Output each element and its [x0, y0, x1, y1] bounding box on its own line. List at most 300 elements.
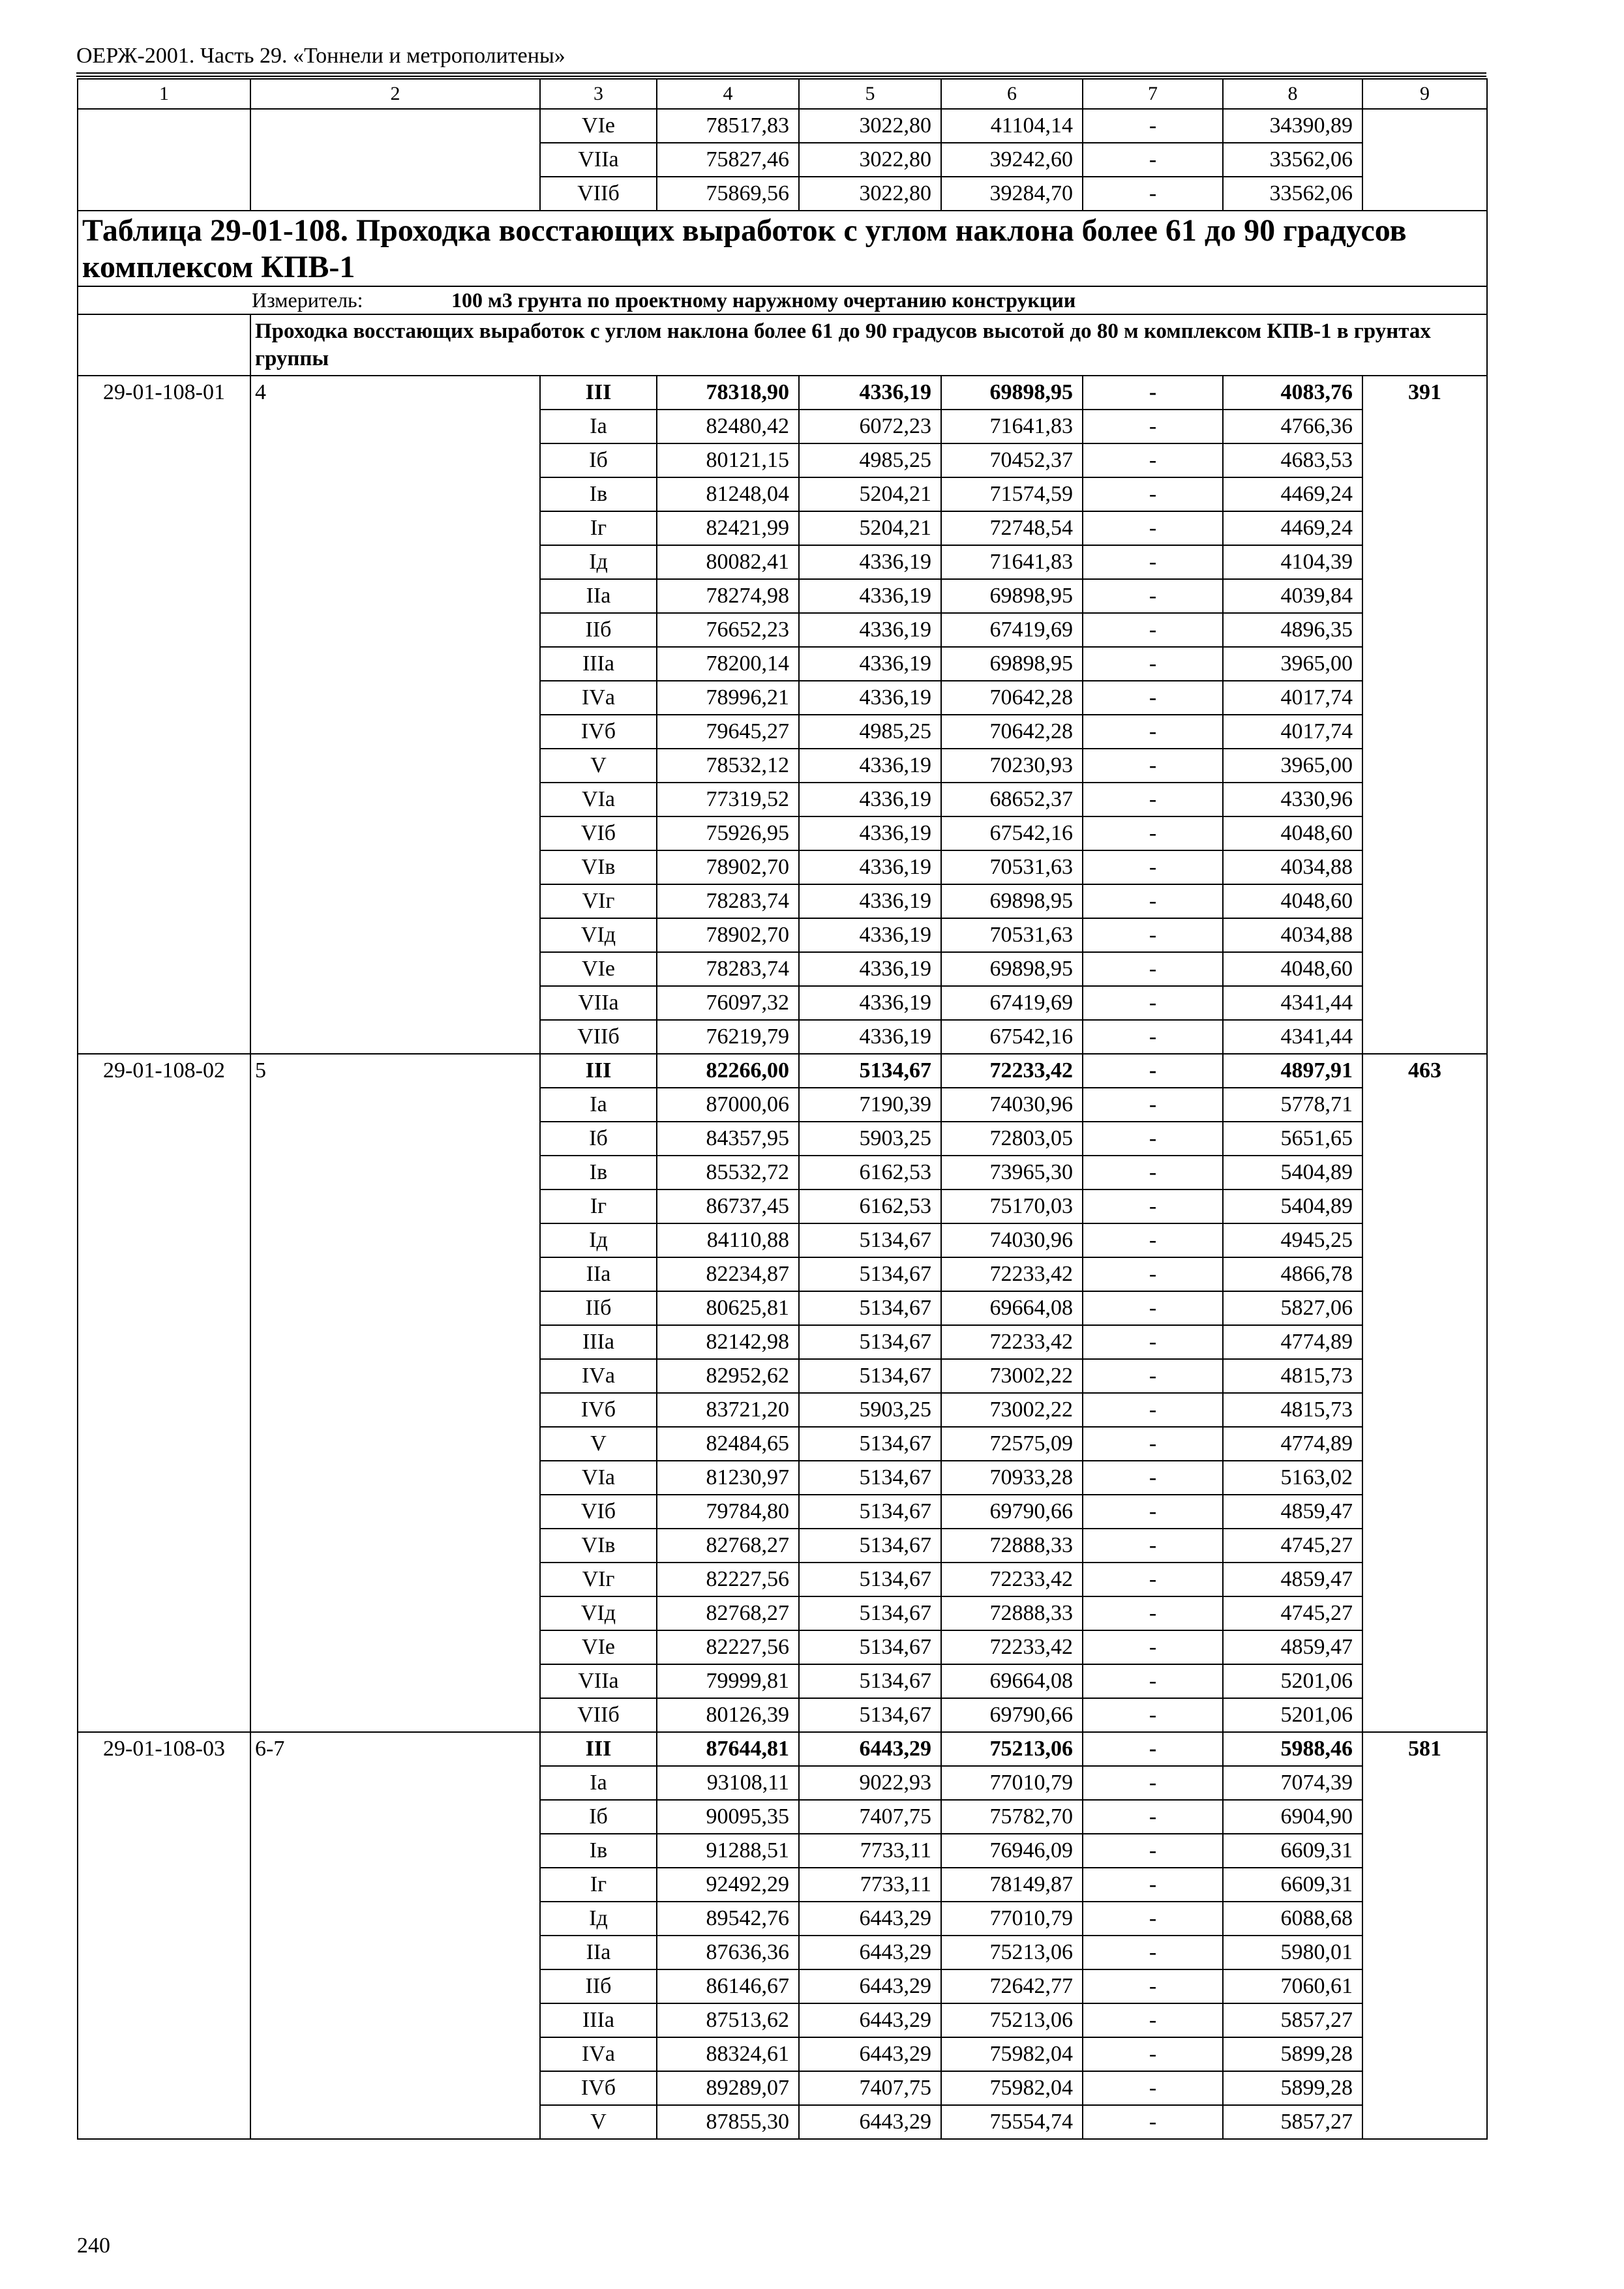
value-cell: - — [1083, 1054, 1223, 1088]
value-cell: IIIа — [540, 1325, 657, 1359]
value-cell: - — [1083, 918, 1223, 952]
value-cell: - — [1083, 1257, 1223, 1291]
section-spacer — [78, 314, 250, 376]
value-cell: 81230,97 — [657, 1461, 799, 1495]
section-heading: Проходка восстающих выработок с углом наклона более 61 до 90 градусов высотой до 80 м комплексом КПВ-1 в грунтах группы — [250, 314, 1487, 376]
value-cell: - — [1083, 1969, 1223, 2003]
value-cell: 5134,67 — [799, 1630, 941, 1664]
value-cell: 4336,19 — [799, 613, 941, 647]
value-cell: - — [1083, 2037, 1223, 2071]
value-cell: 78283,74 — [657, 884, 799, 918]
value-cell: 6443,29 — [799, 2105, 941, 2139]
value-cell: - — [1083, 511, 1223, 545]
estimate-table — [77, 78, 1488, 2140]
value-cell: IVа — [540, 2037, 657, 2071]
value-cell: 84357,95 — [657, 1122, 799, 1156]
code-cell: 29-01-108-02 — [78, 1054, 250, 1732]
value-cell: 4341,44 — [1223, 1020, 1362, 1054]
value-cell: 4683,53 — [1223, 443, 1362, 477]
value-cell: 92492,29 — [657, 1868, 799, 1902]
value-cell: 69790,66 — [941, 1698, 1083, 1732]
value-cell: IVб — [540, 1393, 657, 1427]
value-cell: 86737,45 — [657, 1189, 799, 1223]
value-cell: Iв — [540, 1834, 657, 1868]
header-rule — [76, 72, 1486, 74]
value-cell: 4104,39 — [1223, 545, 1362, 579]
value-cell: IVб — [540, 2071, 657, 2105]
value-cell: 75170,03 — [941, 1189, 1083, 1223]
column-number: 6 — [941, 79, 1083, 109]
value-cell: 75782,70 — [941, 1800, 1083, 1834]
value-cell: 82768,27 — [657, 1529, 799, 1563]
table-row — [78, 1054, 1487, 1088]
value-cell: VIб — [540, 1495, 657, 1529]
value-cell: - — [1083, 1156, 1223, 1189]
value-cell: Iб — [540, 1122, 657, 1156]
value-cell: Iд — [540, 1223, 657, 1257]
value-cell: 5903,25 — [799, 1122, 941, 1156]
value-cell: - — [1083, 1630, 1223, 1664]
value-cell: Iв — [540, 477, 657, 511]
value-cell: 4336,19 — [799, 986, 941, 1020]
value-cell: 4017,74 — [1223, 681, 1362, 715]
value-cell: 6162,53 — [799, 1156, 941, 1189]
value-cell: 5134,67 — [799, 1563, 941, 1596]
value-cell: - — [1083, 1902, 1223, 1936]
value-cell: - — [1083, 443, 1223, 477]
value-cell: IIб — [540, 1291, 657, 1325]
value-cell: 4859,47 — [1223, 1495, 1362, 1529]
value-cell: VIIб — [540, 1020, 657, 1054]
value-cell: 87644,81 — [657, 1732, 799, 1766]
value-cell: 72233,42 — [941, 1325, 1083, 1359]
value-cell: 4336,19 — [799, 918, 941, 952]
value-cell: 6162,53 — [799, 1189, 941, 1223]
value-cell: 68652,37 — [941, 783, 1083, 816]
value-cell: 4745,27 — [1223, 1529, 1362, 1563]
value-cell: 73002,22 — [941, 1393, 1083, 1427]
value-cell: IVб — [540, 715, 657, 749]
value-cell: - — [1083, 143, 1223, 177]
value-cell: 4336,19 — [799, 1020, 941, 1054]
value-cell: 75554,74 — [941, 2105, 1083, 2139]
value-cell: VIIа — [540, 986, 657, 1020]
value-cell: 7733,11 — [799, 1868, 941, 1902]
value-cell: - — [1083, 1461, 1223, 1495]
extra-cell: 391 — [1362, 376, 1487, 1054]
value-cell: - — [1083, 1427, 1223, 1461]
value-cell: 5134,67 — [799, 1529, 941, 1563]
value-cell: 6072,23 — [799, 410, 941, 443]
value-cell: 72575,09 — [941, 1427, 1083, 1461]
value-cell: 5134,67 — [799, 1698, 941, 1732]
value-cell: 4336,19 — [799, 376, 941, 410]
table-title: Таблица 29-01-108. Проходка восстающих выработок с углом наклона более 61 до 90 градусов комплексом КПВ-1 — [78, 211, 1487, 286]
value-cell: 82227,56 — [657, 1630, 799, 1664]
value-cell: - — [1083, 1020, 1223, 1054]
value-cell: 71574,59 — [941, 477, 1083, 511]
value-cell: - — [1083, 1698, 1223, 1732]
value-cell: Iб — [540, 1800, 657, 1834]
value-cell: 5134,67 — [799, 1495, 941, 1529]
value-cell: - — [1083, 1325, 1223, 1359]
value-cell: VIг — [540, 884, 657, 918]
table-row — [78, 1732, 1487, 1766]
code-cell — [78, 109, 250, 211]
value-cell: 4336,19 — [799, 681, 941, 715]
value-cell: 6088,68 — [1223, 1902, 1362, 1936]
group-cell: 6-7 — [250, 1732, 540, 2139]
value-cell: 81248,04 — [657, 477, 799, 511]
value-cell: Iб — [540, 443, 657, 477]
value-cell: 75869,56 — [657, 177, 799, 211]
value-cell: 70933,28 — [941, 1461, 1083, 1495]
value-cell: Iг — [540, 511, 657, 545]
value-cell: 5857,27 — [1223, 2003, 1362, 2037]
value-cell: 75982,04 — [941, 2037, 1083, 2071]
value-cell: 73002,22 — [941, 1359, 1083, 1393]
value-cell: 4341,44 — [1223, 986, 1362, 1020]
value-cell: - — [1083, 1732, 1223, 1766]
value-cell: 87000,06 — [657, 1088, 799, 1122]
value-cell: 7074,39 — [1223, 1766, 1362, 1800]
value-cell: VIе — [540, 952, 657, 986]
value-cell: IIб — [540, 1969, 657, 2003]
value-cell: 4048,60 — [1223, 952, 1362, 986]
value-cell: - — [1083, 1122, 1223, 1156]
value-cell: 78996,21 — [657, 681, 799, 715]
value-cell: Iа — [540, 1088, 657, 1122]
value-cell: 5899,28 — [1223, 2071, 1362, 2105]
value-cell: 4083,76 — [1223, 376, 1362, 410]
running-title: ОЕРЖ-2001. Часть 29. «Тоннели и метрополитены» — [76, 44, 565, 68]
value-cell: 5134,67 — [799, 1223, 941, 1257]
value-cell: - — [1083, 1936, 1223, 1969]
value-cell: - — [1083, 1495, 1223, 1529]
value-cell: 80126,39 — [657, 1698, 799, 1732]
value-cell: 5404,89 — [1223, 1189, 1362, 1223]
value-cell: IIIа — [540, 647, 657, 681]
value-cell: IIа — [540, 1257, 657, 1291]
value-cell: 78274,98 — [657, 579, 799, 613]
value-cell: 69898,95 — [941, 579, 1083, 613]
value-cell: 9022,93 — [799, 1766, 941, 1800]
value-cell: 3965,00 — [1223, 749, 1362, 783]
page-number: 240 — [77, 2234, 110, 2258]
value-cell: 5163,02 — [1223, 1461, 1362, 1495]
value-cell: - — [1083, 1563, 1223, 1596]
value-cell: - — [1083, 715, 1223, 749]
value-cell: 4469,24 — [1223, 477, 1362, 511]
value-cell: 4745,27 — [1223, 1596, 1362, 1630]
value-cell: VIв — [540, 850, 657, 884]
value-cell: IVа — [540, 681, 657, 715]
value-cell: - — [1083, 1223, 1223, 1257]
value-cell: VIе — [540, 109, 657, 143]
value-cell: 5134,67 — [799, 1461, 941, 1495]
value-cell: 87636,36 — [657, 1936, 799, 1969]
value-cell: VIв — [540, 1529, 657, 1563]
value-cell: 69898,95 — [941, 376, 1083, 410]
value-cell: - — [1083, 749, 1223, 783]
value-cell: 4336,19 — [799, 579, 941, 613]
value-cell: 74030,96 — [941, 1223, 1083, 1257]
value-cell: 5899,28 — [1223, 2037, 1362, 2071]
value-cell: 69664,08 — [941, 1664, 1083, 1698]
value-cell: 75213,06 — [941, 1936, 1083, 1969]
value-cell: 4866,78 — [1223, 1257, 1362, 1291]
value-cell: 67419,69 — [941, 986, 1083, 1020]
value-cell: 5134,67 — [799, 1291, 941, 1325]
group-cell: 4 — [250, 376, 540, 1054]
value-cell: 78318,90 — [657, 376, 799, 410]
value-cell: 91288,51 — [657, 1834, 799, 1868]
value-cell: - — [1083, 1664, 1223, 1698]
value-cell: 4469,24 — [1223, 511, 1362, 545]
value-cell: 82480,42 — [657, 410, 799, 443]
value-cell: 79784,80 — [657, 1495, 799, 1529]
value-cell: - — [1083, 681, 1223, 715]
value-cell: VIIа — [540, 1664, 657, 1698]
value-cell: 90095,35 — [657, 1800, 799, 1834]
value-cell: - — [1083, 613, 1223, 647]
value-cell: 70642,28 — [941, 715, 1083, 749]
value-cell: 69790,66 — [941, 1495, 1083, 1529]
value-cell: 89542,76 — [657, 1902, 799, 1936]
value-cell: 73965,30 — [941, 1156, 1083, 1189]
value-cell: - — [1083, 579, 1223, 613]
value-cell: 4774,89 — [1223, 1325, 1362, 1359]
value-cell: 4815,73 — [1223, 1393, 1362, 1427]
value-cell: V — [540, 1427, 657, 1461]
value-cell: 78902,70 — [657, 850, 799, 884]
value-cell: 6443,29 — [799, 1936, 941, 1969]
value-cell: 4985,25 — [799, 443, 941, 477]
value-cell: - — [1083, 410, 1223, 443]
value-cell: 72748,54 — [941, 511, 1083, 545]
value-cell: 72888,33 — [941, 1596, 1083, 1630]
value-cell: 6609,31 — [1223, 1834, 1362, 1868]
value-cell: 72233,42 — [941, 1257, 1083, 1291]
value-cell: - — [1083, 1291, 1223, 1325]
value-cell: - — [1083, 1596, 1223, 1630]
value-cell: 7407,75 — [799, 2071, 941, 2105]
value-cell: - — [1083, 986, 1223, 1020]
value-cell: 69898,95 — [941, 647, 1083, 681]
value-cell: 70642,28 — [941, 681, 1083, 715]
value-cell: 76097,32 — [657, 986, 799, 1020]
value-cell: - — [1083, 545, 1223, 579]
value-cell: 4985,25 — [799, 715, 941, 749]
column-number: 1 — [78, 79, 250, 109]
value-cell: Iг — [540, 1189, 657, 1223]
value-cell: 4034,88 — [1223, 918, 1362, 952]
value-cell: III — [540, 376, 657, 410]
value-cell: 6443,29 — [799, 1902, 941, 1936]
value-cell: 5651,65 — [1223, 1122, 1362, 1156]
value-cell: IIа — [540, 1936, 657, 1969]
value-cell: 77010,79 — [941, 1902, 1083, 1936]
value-cell: 5134,67 — [799, 1257, 941, 1291]
value-cell: VIа — [540, 783, 657, 816]
value-cell: 76219,79 — [657, 1020, 799, 1054]
value-cell: 3022,80 — [799, 177, 941, 211]
value-cell: Iа — [540, 410, 657, 443]
value-cell: 4766,36 — [1223, 410, 1362, 443]
value-cell: - — [1083, 1189, 1223, 1223]
value-cell: 70452,37 — [941, 443, 1083, 477]
value-cell: 5980,01 — [1223, 1936, 1362, 1969]
value-cell: 5134,67 — [799, 1427, 941, 1461]
value-cell: III — [540, 1054, 657, 1088]
value-cell: IIб — [540, 613, 657, 647]
value-cell: Iг — [540, 1868, 657, 1902]
value-cell: 5134,67 — [799, 1596, 941, 1630]
value-cell: - — [1083, 647, 1223, 681]
value-cell: 5857,27 — [1223, 2105, 1362, 2139]
value-cell: 4330,96 — [1223, 783, 1362, 816]
value-cell: 5134,67 — [799, 1325, 941, 1359]
value-cell: 82227,56 — [657, 1563, 799, 1596]
column-number: 7 — [1083, 79, 1223, 109]
value-cell: 80121,15 — [657, 443, 799, 477]
value-cell: 82952,62 — [657, 1359, 799, 1393]
measure-row — [78, 286, 1487, 314]
value-cell: III — [540, 1732, 657, 1766]
value-cell: 3965,00 — [1223, 647, 1362, 681]
measure-label: Измеритель: — [252, 288, 363, 312]
table-title-row — [78, 211, 1487, 286]
value-cell: - — [1083, 1868, 1223, 1902]
value-cell: 4017,74 — [1223, 715, 1362, 749]
value-cell: - — [1083, 2071, 1223, 2105]
value-cell: 4336,19 — [799, 884, 941, 918]
value-cell: 41104,14 — [941, 109, 1083, 143]
value-cell: 3022,80 — [799, 109, 941, 143]
value-cell: 72233,42 — [941, 1563, 1083, 1596]
value-cell: 7733,11 — [799, 1834, 941, 1868]
value-cell: 77319,52 — [657, 783, 799, 816]
code-cell: 29-01-108-03 — [78, 1732, 250, 2139]
value-cell: IIIа — [540, 2003, 657, 2037]
value-cell: 79999,81 — [657, 1664, 799, 1698]
value-cell: 69664,08 — [941, 1291, 1083, 1325]
value-cell: 72233,42 — [941, 1054, 1083, 1088]
value-cell: 82421,99 — [657, 511, 799, 545]
value-cell: 5201,06 — [1223, 1664, 1362, 1698]
value-cell: 75213,06 — [941, 1732, 1083, 1766]
value-cell: VIд — [540, 1596, 657, 1630]
value-cell: - — [1083, 884, 1223, 918]
value-cell: 72233,42 — [941, 1630, 1083, 1664]
value-cell: - — [1083, 2105, 1223, 2139]
value-cell: 4336,19 — [799, 816, 941, 850]
value-cell: - — [1083, 477, 1223, 511]
value-cell: 4034,88 — [1223, 850, 1362, 884]
value-cell: - — [1083, 1393, 1223, 1427]
value-cell: 5134,67 — [799, 1054, 941, 1088]
value-cell: IVа — [540, 1359, 657, 1393]
value-cell: 72888,33 — [941, 1529, 1083, 1563]
value-cell: VIе — [540, 1630, 657, 1664]
value-cell: - — [1083, 1359, 1223, 1393]
value-cell: - — [1083, 850, 1223, 884]
value-cell: 34390,89 — [1223, 109, 1362, 143]
value-cell: 88324,61 — [657, 2037, 799, 2071]
value-cell: 5204,21 — [799, 477, 941, 511]
value-cell: 87513,62 — [657, 2003, 799, 2037]
value-cell: 7407,75 — [799, 1800, 941, 1834]
value-cell: 4336,19 — [799, 647, 941, 681]
value-cell: 72642,77 — [941, 1969, 1083, 2003]
value-cell: 93108,11 — [657, 1766, 799, 1800]
value-cell: VIа — [540, 1461, 657, 1495]
value-cell: 70531,63 — [941, 918, 1083, 952]
value-cell: 4859,47 — [1223, 1563, 1362, 1596]
value-cell: 6443,29 — [799, 2003, 941, 2037]
value-cell: 7060,61 — [1223, 1969, 1362, 2003]
measure-value: 100 м3 грунта по проектному наружному очертанию конструкции — [451, 288, 1076, 312]
value-cell: 4336,19 — [799, 749, 941, 783]
value-cell: VIд — [540, 918, 657, 952]
header-rule-secondary — [76, 76, 1486, 77]
value-cell: 75213,06 — [941, 2003, 1083, 2037]
value-cell: - — [1083, 783, 1223, 816]
value-cell: 6443,29 — [799, 1732, 941, 1766]
value-cell: - — [1083, 2003, 1223, 2037]
value-cell: 74030,96 — [941, 1088, 1083, 1122]
extra-cell — [1362, 109, 1487, 211]
value-cell: 83721,20 — [657, 1393, 799, 1427]
group-cell: 5 — [250, 1054, 540, 1732]
value-cell: 82266,00 — [657, 1054, 799, 1088]
value-cell: 75982,04 — [941, 2071, 1083, 2105]
value-cell: 76652,23 — [657, 613, 799, 647]
value-cell: - — [1083, 952, 1223, 986]
column-number: 4 — [657, 79, 799, 109]
value-cell: 4336,19 — [799, 952, 941, 986]
value-cell: - — [1083, 1766, 1223, 1800]
table-row — [78, 376, 1487, 410]
measure-cell — [78, 286, 1487, 314]
value-cell: 78149,87 — [941, 1868, 1083, 1902]
value-cell: 82142,98 — [657, 1325, 799, 1359]
value-cell: 39242,60 — [941, 143, 1083, 177]
value-cell: 6904,90 — [1223, 1800, 1362, 1834]
column-number: 5 — [799, 79, 941, 109]
column-number: 9 — [1362, 79, 1487, 109]
group-cell — [250, 109, 540, 211]
value-cell: V — [540, 749, 657, 783]
value-cell: 4336,19 — [799, 545, 941, 579]
value-cell: 5988,46 — [1223, 1732, 1362, 1766]
value-cell: 5778,71 — [1223, 1088, 1362, 1122]
value-cell: 4336,19 — [799, 783, 941, 816]
value-cell: 89289,07 — [657, 2071, 799, 2105]
value-cell: VIб — [540, 816, 657, 850]
value-cell: - — [1083, 109, 1223, 143]
section-row — [78, 314, 1487, 376]
value-cell: 4859,47 — [1223, 1630, 1362, 1664]
value-cell: 78200,14 — [657, 647, 799, 681]
value-cell: 70230,93 — [941, 749, 1083, 783]
value-cell: 80625,81 — [657, 1291, 799, 1325]
value-cell: 75926,95 — [657, 816, 799, 850]
value-cell: 77010,79 — [941, 1766, 1083, 1800]
value-cell: 82768,27 — [657, 1596, 799, 1630]
value-cell: 67419,69 — [941, 613, 1083, 647]
value-cell: 85532,72 — [657, 1156, 799, 1189]
